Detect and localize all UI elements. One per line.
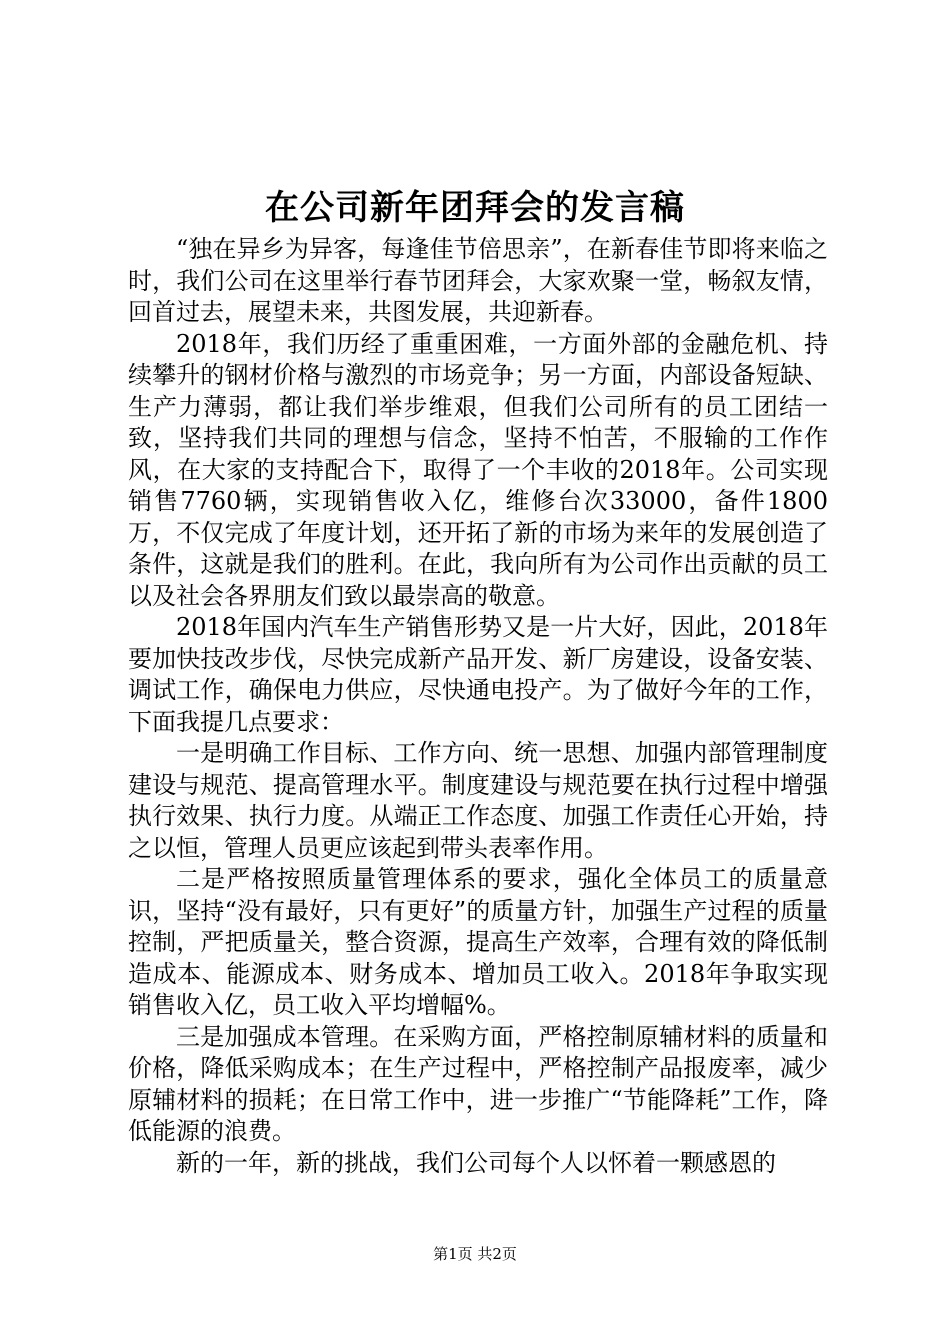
page-number-footer: 第1页 共2页 — [433, 1245, 517, 1263]
document-title: 在公司新年团拜会的发言稿 — [265, 188, 685, 228]
paragraph: 三是加强成本管理。在采购方面，严格控制原辅材料的质量和价格，降低采购成本；在生产过程中，严格控制产品报废率，减少原辅材料的损耗；在日常工作中，进一步推广“节能降耗”工作，降低能源的浪费。 — [128, 1022, 828, 1145]
paragraph: 2018年，我们历经了重重困难，一方面外部的金融危机、持续攀升的钢材价格与激烈的市场竞争；另一方面，内部设备短缺、生产力薄弱，都让我们举步维艰，但我们公司所有的员工团结一致，坚持我们共同的理想与信念，坚持不怕苦，不服输的工作作风，在大家的支持配合下，取得了一个丰收的2018年。公司实现销售7760辆，实现销售收入亿，维修台次33000，备件1800万，不仅完成了年度计划，还开拓了新的市场为来年的发展创造了条件，这就是我们的胜利。在此，我向所有为公司作出贡献的员工以及社会各界朋友们致以最崇高的敬意。 — [128, 329, 828, 610]
paragraph: 2018年国内汽车生产销售形势又是一片大好，因此，2018年要加快技改步伐，尽快完成新产品开发、新厂房建设，设备安装、调试工作，确保电力供应，尽快通电投产。为了做好今年的工作，下面我提几点要求： — [128, 613, 828, 736]
paragraph: 新的一年，新的挑战，我们公司每个人以怀着一颗感恩的 — [176, 1148, 776, 1177]
document-body — [128, 234, 828, 1179]
paragraph: “独在异乡为异客，每逢佳节倍思亲”，在新春佳节即将来临之时，我们公司在这里举行春节团拜会，大家欢聚一堂，畅叙友情，回首过去，展望未来，共图发展，共迎新春。 — [128, 235, 828, 326]
paragraph: 二是严格按照质量管理体系的要求，强化全体员工的质量意识，坚持“没有最好，只有更好”的质量方针，加强生产过程的质量控制，严把质量关，整合资源，提高生产效率，合理有效的降低制造成本、能源成本、财务成本、增加员工收入。2018年争取实现销售收入亿，员工收入平均增幅%。 — [128, 865, 828, 1019]
paragraph: 一是明确工作目标、工作方向、统一思想、加强内部管理制度建设与规范、提高管理水平。制度建设与规范要在执行过程中增强执行效果、执行力度。从端正工作态度、加强工作责任心开始，持之以恒，管理人员更应该起到带头表率作用。 — [128, 739, 828, 862]
